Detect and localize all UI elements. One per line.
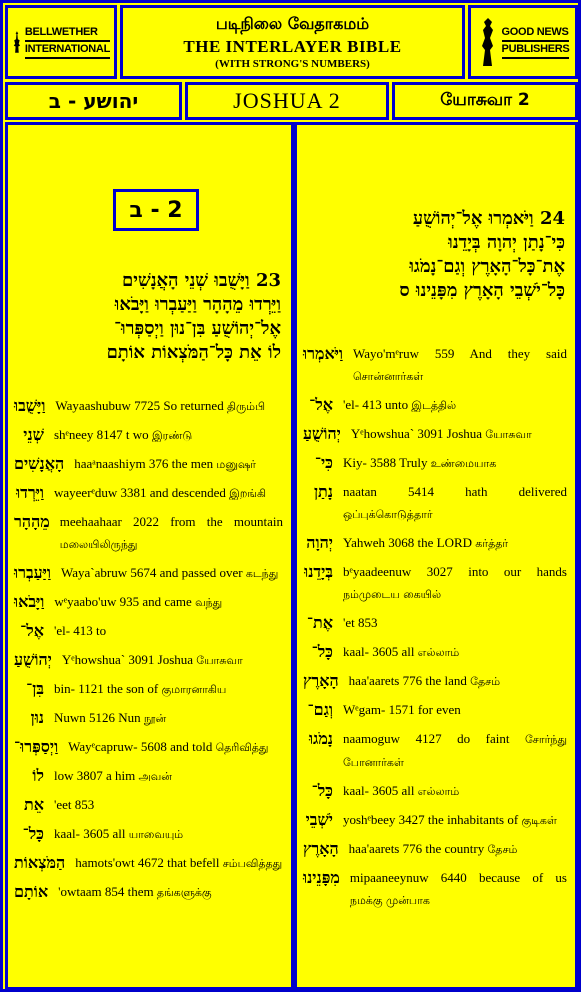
english-gloss: haaᵃnaashiym 376 the men [74,456,214,471]
hebrew-word: וְגַם־ [307,700,333,719]
verse-23-hebrew [107,269,281,365]
english-gloss: Wayo'mᵉruw 559 And they said [353,346,567,361]
left-logo-line2: INTERNATIONAL [25,42,110,59]
word-gloss [54,620,283,643]
word-entry [14,852,283,875]
tamil-gloss: சம்பவித்தது [222,857,283,870]
english-gloss: wayeerᵉduw 3381 and descended [54,485,226,500]
word-gloss [62,649,283,672]
hebrew-word: וַיֵּרְדוּ [16,483,44,502]
word-gloss [54,482,283,505]
hebrew-word: וַיָּבֹאוּ [14,592,45,611]
word-entry [303,532,567,555]
good-news-logo [468,5,578,79]
tamil-gloss: நமக்கு முன்பாக [349,894,430,907]
hebrew-word: אֵת [23,795,44,814]
word-entry [303,699,567,722]
tamil-gloss: தேசம் [487,843,518,856]
word-entry [303,561,567,606]
hebrew-word: וַיָּשֻׁבוּ [14,396,46,415]
word-entry [14,736,283,759]
word-entry [14,482,283,505]
word-entry [303,343,567,388]
word-gloss [55,395,283,418]
word-entry [14,794,283,817]
tamil-gloss: நூன் [143,712,167,725]
word-entry [14,424,283,447]
tamil-gloss: தெரிவித்து [215,741,269,754]
word-entry [14,562,283,585]
verse-line: 24 וַיֹּאמְרוּ אֶל־יְהוֹשֻׁעַ [412,208,565,229]
word-entry [14,678,283,701]
main-title: THE INTERLAYER BIBLE [183,37,402,56]
hebrew-word: יֹשְׁבֵי [305,810,333,829]
word-gloss [343,452,567,475]
tamil-gloss: எல்லாம் [417,785,460,798]
english-gloss: bᵉyaadeenuw 3027 into our hands [343,564,567,579]
hebrew-word: אוֹתָם [14,882,49,901]
tamil-gloss: கடந்து [245,567,279,580]
word-entry [14,511,283,556]
verse-line: לוֹ אֵת כָּל־הַמֹּצְאוֹת אוֹתָם [106,342,281,363]
tamil-gloss: யோசுவா [196,654,243,667]
english-gloss: Nuwn 5126 Nun [54,710,141,725]
verse-line: 23 וַיָּשֻׁבוּ שְׁנֵי הָאֲנָשִׁים [122,270,281,291]
book-chapter-text: JOSHUA 2 [233,88,341,113]
hebrew-word: כָּל־ [22,824,44,843]
english-gloss: Yᵉhowshua` 3091 Joshua [350,426,483,441]
tamil-gloss: எல்லாம் [417,646,460,659]
english-gloss: shᵉneey 8147 t wo [54,427,149,442]
hebrew-word: יְהוָה [306,533,333,552]
word-gloss [54,794,283,817]
word-entry [303,867,567,912]
verse-line: אֶל־יְהוֹשֻׁעַ בִּן־נוּן וַיְסַפְּרוּ־ [114,318,281,339]
tamil-gloss: சோர்ந்து போனார்கள் [343,733,567,769]
hebrew-book-label [5,82,182,120]
hebrew-word: הָאָרֶץ [303,839,339,858]
hebrew-word: יְהוֹשֻׁעַ [14,650,52,669]
hebrew-word: בְּיָדֵנוּ [304,562,333,581]
word-entry [303,641,567,664]
word-gloss [58,881,283,904]
tamil-book-text: யோசுவா 2 [440,90,530,110]
tamil-gloss: இறங்கி [229,487,267,500]
english-gloss: Yᵉhowshua` 3091 Joshua [61,652,194,667]
title-block [120,5,465,79]
hebrew-word: וַיֹּאמְרוּ [303,344,343,363]
word-gloss [353,343,567,388]
english-gloss: wᵉyaabo'uw 935 and came [54,594,192,609]
english-gloss: Wᵉgam- 1571 for even [343,702,461,717]
word-gloss [343,641,567,664]
hebrew-word: אֶל־ [20,621,44,640]
word-gloss [54,707,283,730]
word-entry [14,395,283,418]
word-gloss [343,561,567,606]
word-gloss [351,423,567,446]
verse-line: וַיֵּרְדוּ מֵהָהָר וַיַּעַבְרוּ וַיָּבֹאוּ [114,294,281,315]
word-gloss [349,838,567,861]
word-gloss [343,699,567,722]
word-gloss [343,532,567,555]
word-entry [303,838,567,861]
english-gloss: Wayᵉcapruw- 5608 and told [68,739,213,754]
tamil-gloss: கர்த்தர் [475,537,509,550]
hebrew-word: נָתַן [313,482,333,501]
tamil-gloss: திரும்பி [226,400,266,413]
word-gloss [54,765,283,788]
english-gloss: haa'aarets 776 the land [348,673,467,688]
hebrew-word: כִּי־ [314,453,333,472]
english-gloss: 'el- 413 to [54,623,107,638]
word-entry [14,881,283,904]
right-word-list [303,343,567,918]
english-gloss: bin- 1121 the son of [54,681,159,696]
word-gloss [343,780,567,803]
hebrew-word: וַיְסַפְּרוּ־ [14,737,59,756]
hebrew-word: לוֹ [32,766,44,785]
english-gloss: hamots'owt 4672 that befell [75,855,220,870]
verse-line: כִּי־נָתַן יְהוָה בְּיָדֵנוּ [448,232,565,253]
word-gloss [343,394,567,417]
hebrew-word: נָמֹגוּ [308,729,333,748]
word-entry [303,809,567,832]
english-gloss: Yahweh 3068 the LORD [343,535,473,550]
book-chapter-label [185,82,389,120]
right-logo-line1: GOOD NEWS [502,25,570,42]
english-gloss: 'owtaam 854 them [58,884,154,899]
word-gloss [74,453,283,476]
word-entry [303,612,567,635]
word-entry [303,394,567,417]
word-entry [303,728,567,774]
tamil-gloss: வந்து [195,596,223,609]
bellwether-logo [5,5,117,79]
english-gloss: meehaahaar 2022 from the mountain [59,514,283,529]
hebrew-word: מִפָּנֵינוּ [303,868,340,887]
tamil-gloss: குமாரனாகிய [161,683,227,696]
english-gloss: haa'aarets 776 the country [348,841,485,856]
word-entry [14,591,283,614]
word-gloss [60,511,283,556]
word-gloss [61,562,283,585]
hebrew-word: בִּן־ [26,679,44,698]
word-gloss [75,852,283,875]
verse-line: כָּל־יֹשְׁבֵי הָאָרֶץ מִפָּנֵינוּ ס [399,280,565,301]
tamil-gloss: இரண்டு [151,429,193,442]
hebrew-word: אֶל־ [309,395,333,414]
hebrew-word: הָאָרֶץ [303,671,339,690]
word-gloss [343,612,567,635]
hebrew-word: שְׁנֵי [23,425,44,444]
word-gloss [54,591,283,614]
tamil-gloss: மலையிலிருந்து [59,538,138,551]
tamil-gloss: யோசுவா [485,428,532,441]
word-gloss [54,823,283,846]
tamil-title: படிநிலை வேதாகமம் [215,14,370,33]
tamil-gloss: அவன் [138,770,172,783]
word-gloss [343,481,567,526]
english-gloss: naatan 5414 hath delivered [343,484,567,499]
left-column [5,122,294,990]
tamil-gloss: யாவையும் [128,828,184,841]
tamil-book-label [392,82,578,120]
word-gloss [343,728,567,774]
word-gloss [54,678,283,701]
left-logo-line1: BELLWETHER [25,25,110,42]
english-gloss: kaal- 3605 all [54,826,126,841]
hebrew-word: יְהוֹשֻׁעַ [303,424,341,443]
english-gloss: Kiy- 3588 Truly [343,455,428,470]
tamil-gloss: தேசம் [470,675,501,688]
right-column [294,122,578,990]
word-entry [14,707,283,730]
tamil-gloss: தங்களுக்கு [156,886,212,899]
hebrew-word: נוּן [30,708,44,727]
english-gloss: Waya`abruw 5674 and passed over [61,565,243,580]
chapter-badge: 2 - ב [113,189,199,231]
word-entry [14,649,283,672]
word-entry [303,423,567,446]
word-gloss [349,670,567,693]
right-logo-line2: PUBLISHERS [502,42,570,59]
english-gloss: mipaaneeynuw 6440 because of us [349,870,567,885]
english-gloss: kaal- 3605 all [343,783,415,798]
good-news-figure-icon [477,16,499,68]
word-entry [14,453,283,476]
hebrew-word: וַיַּעַבְרוּ [14,563,52,582]
tamil-gloss: ஒப்புக்கொடுத்தார் [343,508,433,521]
word-gloss [343,809,567,832]
english-gloss: 'et 853 [343,615,378,630]
tamil-gloss: சொன்னார்கள் [353,370,424,383]
tamil-gloss: மனுஷர் [216,458,257,471]
tamil-gloss: நம்முடைய கையில் [343,588,442,601]
hebrew-word: אֶת־ [306,613,333,632]
tamil-gloss: குடிகள் [521,814,557,827]
english-gloss: kaal- 3605 all [343,644,415,659]
hebrew-word: הַמֹּצְאוֹת [14,853,66,872]
hebrew-word: מֵהָהָר [14,512,50,531]
verse-line: אֶת־כָּל־הָאָרֶץ וְגַם־נָמֹגוּ [409,256,565,277]
english-gloss: yoshᵉbeey 3427 the inhabitants of [343,812,519,827]
left-word-list [14,395,283,910]
hebrew-word: כָּל־ [311,642,333,661]
tamil-gloss: இடத்தில் [411,399,457,412]
english-gloss: 'eet 853 [54,797,95,812]
word-gloss [54,424,283,447]
hebrew-word: כָּל־ [311,781,333,800]
word-gloss [350,867,567,912]
tamil-gloss: உண்மையாக [430,457,497,470]
bellwether-figure-icon [12,16,22,68]
word-entry [14,620,283,643]
verse-24-hebrew [399,207,565,303]
word-entry [14,765,283,788]
word-entry [303,452,567,475]
english-gloss: Wayaashubuw 7725 So returned [55,398,224,413]
hebrew-word: הָאֲנָשִׁים [14,454,65,473]
word-entry [303,670,567,693]
word-entry [14,823,283,846]
english-gloss: 'el- 413 unto [343,397,409,412]
word-entry [303,481,567,526]
english-gloss: low 3807 a him [54,768,136,783]
subtitle: (WITH STRONG'S NUMBERS) [215,58,370,70]
word-entry [303,780,567,803]
hebrew-book-text: יהושע - ב [48,89,139,113]
word-gloss [68,736,283,759]
english-gloss: naamoguw 4127 do faint [343,731,510,746]
